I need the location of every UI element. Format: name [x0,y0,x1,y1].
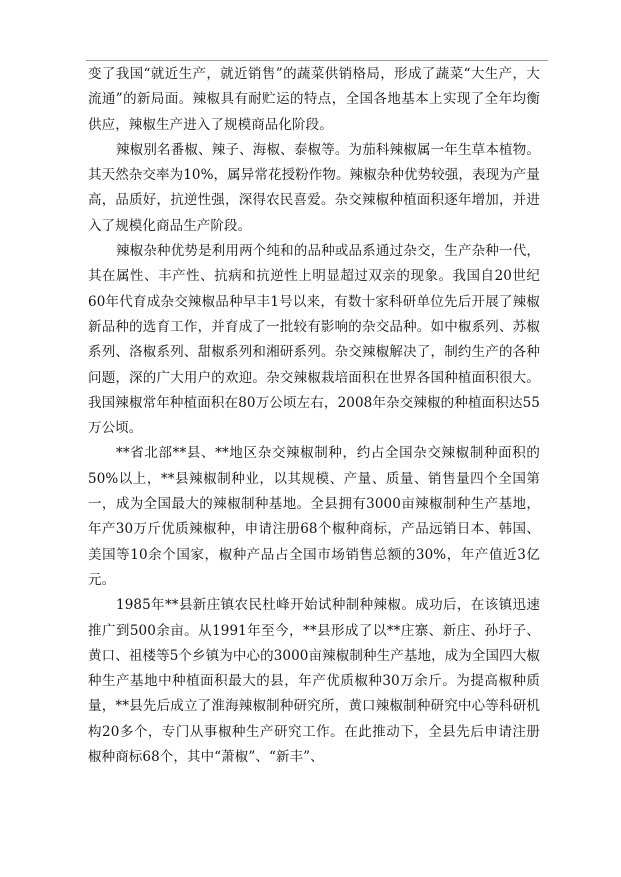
paragraph-seed-production-base: **省北部**县、**地区杂交辣椒制种，约占全国杂交辣椒制种面积的50%以上，**县辣椒制种业，以其规模、产量、质量、销售量四个全国第一，成为全国最大的辣椒制种基地。全县拥有3000亩辣椒制种生产基地，年产30万斤优质辣椒种，申请注册68个椒种商标，产品远销日本、韩国、美国等10余个国家，椒种产品占全国市场销售总额的30%，年产值近3亿元。 [88,445,540,588]
paragraph-continuation: 变了我国“就近生产，就近销售”的蔬菜供销格局，形成了蔬菜“大生产，大流通”的新局面。辣椒具有耐贮运的特点，全国各地基本上实现了全年均衡供应，辣椒生产进入了规模商品化阶段。 [88,66,540,133]
paragraph-pepper-overview: 辣椒别名番椒、辣子、海椒、泰椒等。为茄科辣椒属一年生草本植物。其天然杂交率为10%，属异常花授粉作物。辣椒杂种优势较强，表现为产量高，品质好，抗逆性强，深得农民喜爱。杂交辣椒种植面积逐年增加，并进入了规模化商品生产阶段。 [88,141,540,234]
header-rule [86,60,548,61]
paragraph-heterosis: 辣椒杂种优势是利用两个纯和的品种或品系通过杂交，生产杂种一代，其在属性、丰产性、抗病和抗逆性上明显超过双亲的现象。我国自20世纪60年代育成杂交辣椒品种早丰1号以来，有数十家科研单位先后开展了辣椒新品种的选育工作，并育成了一批较有影响的杂交品种。如中椒系列、苏椒系列、洛椒系列、甜椒系列和湘研系列。杂交辣椒解决了，制约生产的各种问题，深的广大用户的欢迎。杂交辣椒栽培面积在世界各国种植面积很大。我国辣椒常年种植面积在80万公顷左右，2008年杂交辣椒的种植面积达55万公顷。 [88,243,540,437]
document-body [88,62,540,770]
paragraph-history: 1985年**县新庄镇农民杜峰开始试种制种辣椒。成功后，在该镇迅速推广到500余亩。从1991年至今，**县形成了以**庄寨、新庄、孙圩子、黄口、祖楼等5个乡镇为中心的3000亩辣椒制种生产基地，成为全国四大椒种生产基地中种植面积最大的县，年产优质椒种30万余斤。为提高椒种质量，**县先后成立了淮海辣椒制种研究所，黄口辣椒制种研究中心等科研机构20多个，专门从事椒种生产研究工作。在此推动下，全县先后申请注册椒种商标68个，其中“萧椒”、“新丰”、 [88,597,540,766]
